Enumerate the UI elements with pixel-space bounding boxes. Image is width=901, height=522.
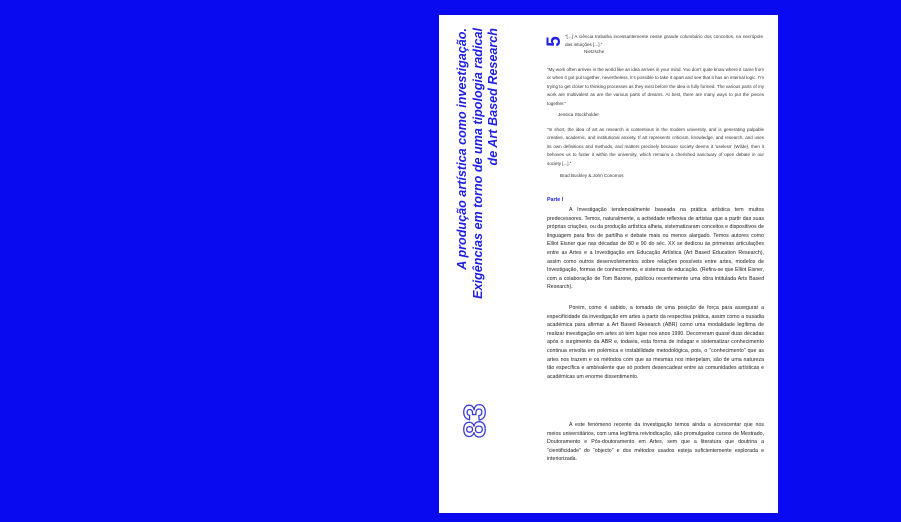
body-paragraph-3: A este fenómeno recente da investigação temos ainda a acrescentar que nos meios universitários, com uma legítima reivindicação, são promulgados cursos de Mestrado, Doutoramento e Pós-doutoramento em Artes, sem que a literatura que doutrina a “cientificidade” do “objecto” e dos métodos usados esteja suficientemente explorada e interiorizada.: [547, 422, 764, 463]
section-heading: Parte I: [547, 197, 564, 203]
epigraph-3-author: Brad Buckley & John Conomos: [560, 173, 624, 178]
epigraph-2: “My work often arrives in the world like an idea arrives in your mind. You don’t quite know where it came from or when it got put together, nevertheless, it’s possible to take it apart and see that it has an internal logic. I’m trying to get closer to thinking processes as they exist before the idea is fully formed. The various parts of my work are multivalent as are the various parts of dreams. At best, there are many ways to put the pieces together.”: [547, 67, 764, 106]
chapter-title-line-2: Exigências em torno de uma tipologia radical: [470, 28, 485, 299]
chapter-number-text: 5: [544, 36, 565, 47]
epigraph-3: “In short, the idea of art as research is contentious in the modern university, and is generating palpable creative, academic, and institutional anxiety. If art represents criticism, knowledge, and research, and uses its own definitions and methods, and matters precisely because society deems it ‘useless’ (Wilde), then it behoves us to foster it within the university, which remains a cherished sanctuary of open debate in our society [...].”: [547, 127, 764, 166]
chapter-number: [544, 33, 565, 50]
epigraph-1-author: Nietzsche: [584, 49, 605, 54]
epigraph-2-author: Jessica Stockholder: [558, 112, 599, 117]
body-paragraph-1: A Investigação tendencialmente baseada na prática artística tem muitos predecessores. Temos, naturalmente, a actividade reflexiva de artistas que a partir das suas próprias criações, ou da produção artística alheia, sistematizaram conceitos e dispositivos de linguagem para fins de partilha e debate mais ou menos alargado. Temos autores como Elliot Eisner que nas décadas de 80 e 90 do séc. XX se dedicou às primeiras articulações entre as Artes e a Investigação em Educação Artística (Art Based Education Research), assim como outros desenvolvimentos sobre relações possíveis entre artes, modelos de Investigação, formas de conhecimento, e sistemas de educação. (Refira-se que Elliot Eisner, com a colaboração de Tom Barone, publicou recentemente uma obra intitulada Arts Based Research).: [547, 207, 764, 291]
chapter-title-line-1: A produção artística como investigação.: [455, 28, 469, 270]
epigraph-1: “[...] A ciência trabalha incessantemente nesse grande columbário dos conceitos, na necrópole das intuições [...].”: [565, 34, 763, 47]
chapter-title-line-3: de Art Based Research: [486, 28, 500, 166]
chapter-title: [455, 28, 507, 334]
page-number-text: 83: [457, 403, 492, 438]
body-paragraph-2: Porém, como é sabido, a tomada de uma posição de força para assegurar a especificidade da investigação em artes a partir da respectiva prática, assim como a ousadia académica para afirmar a Art Based Research (ABR) como uma modalidade legítima de realizar investigação em artes só tem lugar nos anos 1990. Decorreram quase duas décadas após o surgimento da ABR e, todavia, esta forma de indagar e sistematizar conhecimento continua envolta em polémica e instabilidade metodológica, pois, o “conhecimento” que as artes nos trazem e os métodos com que as mesmas nos interpelam, são de uma natureza tão específica e ambivalente que só podem desencadear entre as comunidades artísticas e académicas um enorme dissentimento.: [547, 305, 764, 380]
page-number: [458, 404, 492, 438]
